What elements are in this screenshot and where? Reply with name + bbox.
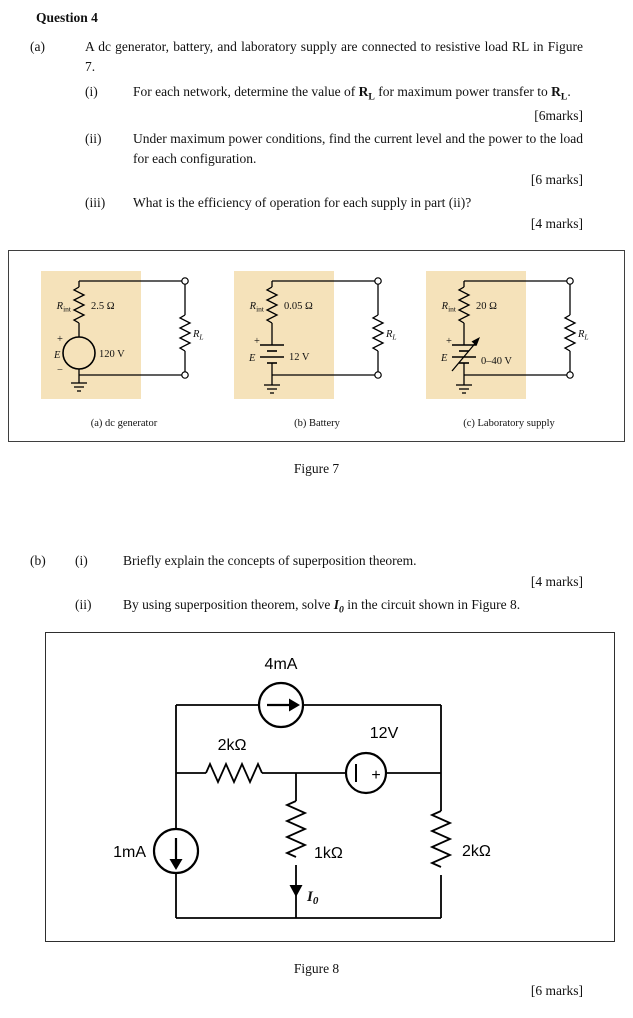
circuit-wires [176,705,441,918]
source-value: 120 V [99,348,125,360]
circuit-caption: (c) Laboratory supply [463,417,555,429]
rl-label: $R_L$ [578,328,589,342]
terminal-top [182,278,188,284]
source-label: E [248,352,255,364]
highlight-region [234,271,334,399]
text-segment: in the circuit shown in Figure 8. [343,596,521,612]
circuit-lab-supply [420,265,598,437]
label-4ma: 4mA [264,655,298,673]
rl-resistor [373,315,383,351]
item-i-text: Briefly explain the concepts of superposition theorem. [123,552,417,568]
item-ii-label: (ii) [75,596,92,612]
item-i-label: (i) [75,552,88,568]
highlight-region [426,271,526,399]
label-2k-top: 2kΩ [217,736,247,754]
rint-value: 0.05 Ω [283,300,313,312]
marks-b-item-i: [4 marks] [530,573,583,589]
rint-label: $R_{int}$ [249,300,264,314]
part-b-item-i [75,551,583,571]
minus-sign: − [57,364,63,376]
item-ii-text: Under maximum power conditions, find the current level and the power to the load for each configuration. [133,130,583,166]
marks-item-ii: [6 marks] [530,171,583,187]
figure8-circuit [46,633,614,941]
circuit-caption: (b) Battery [293,417,340,429]
figure8-frame [45,632,615,942]
i0-symbol: $I_0$ [333,596,344,616]
source-label: E [441,352,448,364]
part-a-item-i [85,82,583,105]
item-iii-text: What is the efficiency of operation for each supply in part (ii)? [133,194,472,210]
resistor-1k-middle [287,801,305,857]
part-b-label: (b) [30,552,46,568]
part-a-item-iii [85,193,583,213]
terminal-top [374,278,380,284]
part-a-label: (a) [30,38,45,54]
resistor-2k-right [432,811,450,867]
figure8-caption: Figure 8 [293,960,340,976]
terminal-bottom [182,372,188,378]
rl-resistor [180,315,190,351]
rl-symbol: $R_L$ [551,83,568,103]
marks-item-iii: [4 marks] [530,215,583,231]
rl-label: $R_L$ [193,328,204,342]
plus-sign: + [57,333,63,345]
text-segment: for maximum power transfer to [374,83,552,99]
marks-figure8: [6 marks] [530,982,583,998]
source-label: E [54,349,61,361]
label-1ma: 1mA [113,843,146,861]
resistor-2k-top [206,764,262,782]
cs-4ma-arrowhead [289,698,300,711]
cs-1ma-arrowhead [170,859,183,870]
vs-plus-sign: + [371,766,381,784]
rint-value: 20 Ω [476,300,497,312]
figure7-caption: Figure 7 [293,460,340,476]
circuit-caption: (a) dc generator [90,417,158,429]
highlight-region [41,271,141,399]
label-2k-right: 2kΩ [462,842,491,860]
terminal-bottom [567,372,573,378]
text-segment: By using superposition theorem, solve [123,596,334,612]
text-segment: For each network, determine the value of [133,83,359,99]
part-b [30,551,583,618]
part-a-item-ii [85,129,583,169]
rint-label: $R_{int}$ [56,300,71,314]
rl-symbol: $R_L$ [358,83,375,103]
terminal-bottom [374,372,380,378]
item-i-text [133,82,583,105]
label-1k: 1kΩ [314,844,343,862]
part-a [30,37,583,237]
source-value: 12 V [288,351,310,363]
rint-value: 2.5 Ω [91,300,115,312]
i0-current-arrowhead [290,885,303,897]
part-b-item-ii [75,595,583,618]
item-iii-label: (iii) [85,194,106,210]
label-i0: $I_0$ [307,888,319,907]
source-value: 0–40 V [481,355,513,367]
circuit-dc-generator [35,265,213,437]
marks-item-i: [6marks] [534,107,583,123]
plus-sign: + [446,335,452,347]
rl-resistor [565,315,575,351]
terminal-top [567,278,573,284]
item-i-label: (i) [85,83,98,99]
figure7-frame [8,250,625,442]
rl-label: $R_L$ [385,328,397,342]
label-12v: 12V [369,724,399,742]
item-ii-label: (ii) [85,130,102,146]
plus-sign: + [253,335,260,347]
text-segment: . [567,83,571,99]
item-ii-text [123,595,583,618]
circuit-battery [228,265,406,437]
part-a-intro: A dc generator, battery, and laboratory supply are connected to resistive load RL in Figure 7. [85,38,583,74]
question-title: Question 4 [36,10,98,25]
rint-label: $R_{int}$ [441,300,456,314]
